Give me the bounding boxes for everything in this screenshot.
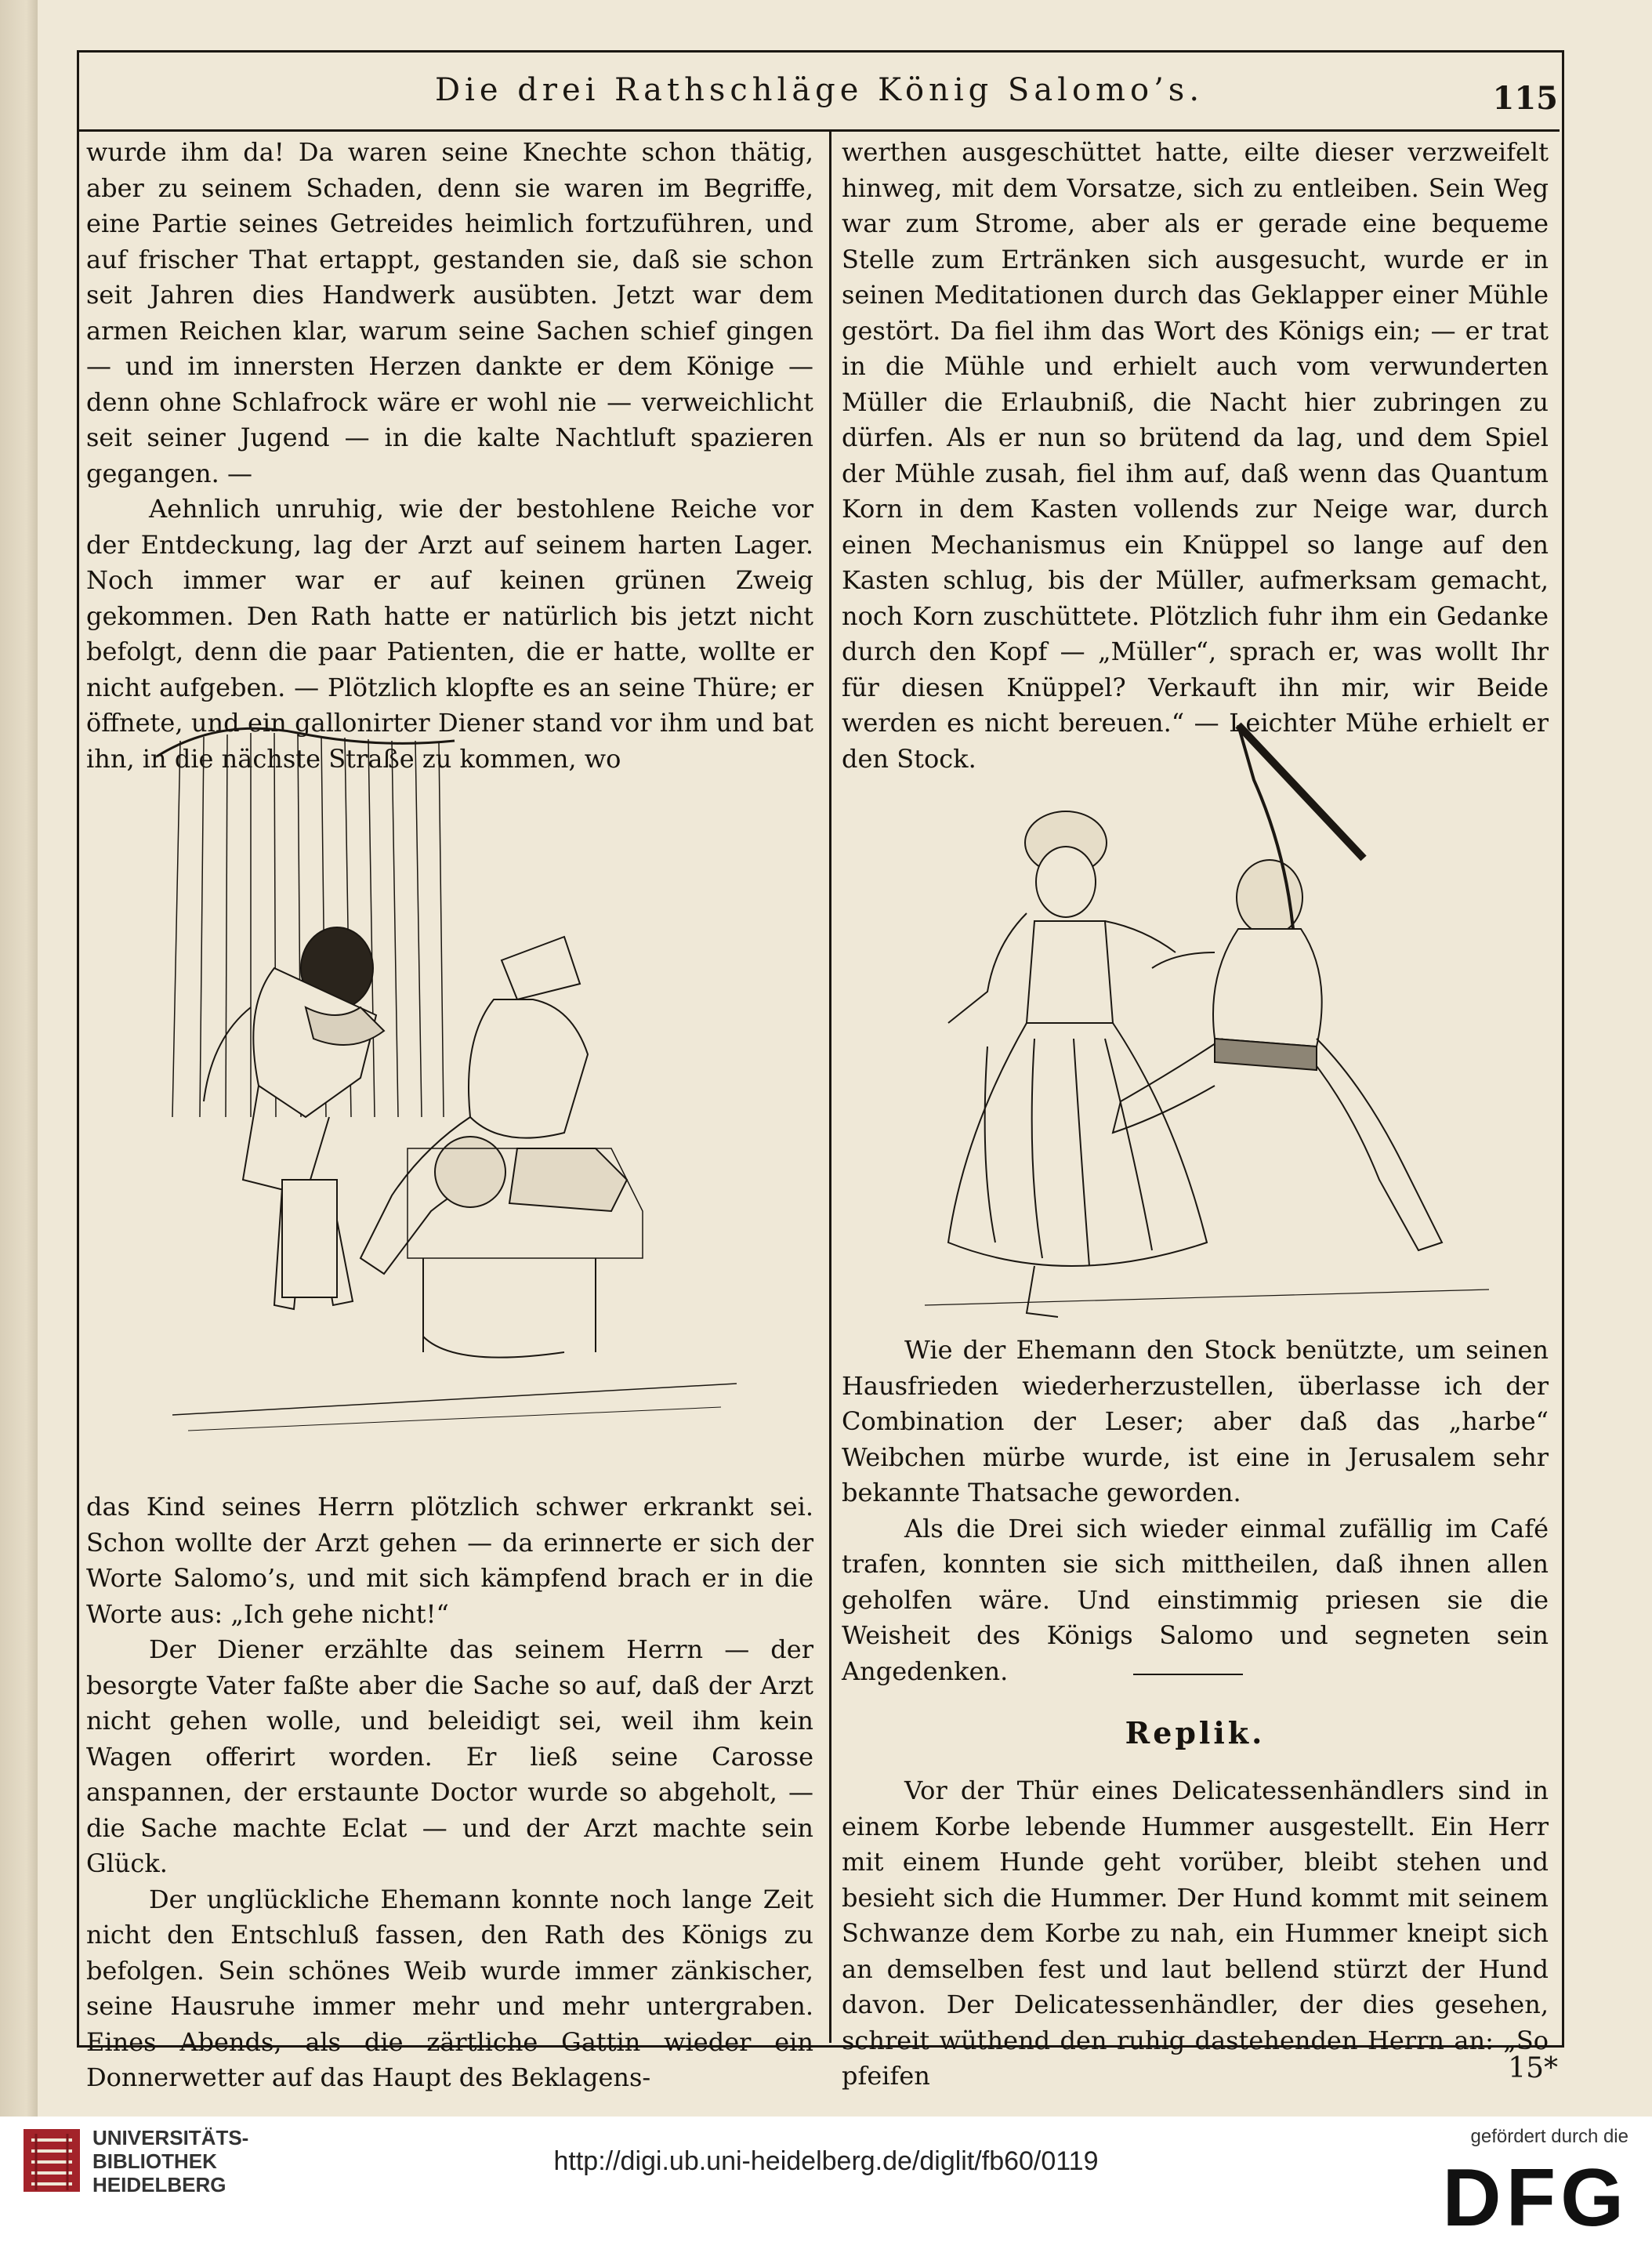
paragraph: wurde ihm da! Da waren seine Knechte schon thätig, aber zu seinem Schaden, denn sie waren im Begriffe, eine Partie seines Getreides heimlich fortzuführen, und auf frischer That ertappt, gestanden sie, daß sie schon seit Jahren dies Handwerk ausübten. Jetzt war dem armen Reichen klar, warum seine Sachen schief gingen — und im innersten Herzen dankte er dem Könige — denn ohne Schlafrock wäre er wohl nie — verweichlicht seit seiner Jugend — in die kalte Nachtluft spazieren gegangen. — [86,137,813,488]
section-divider [1133,1674,1243,1675]
servant-and-doctor-illustration [125,709,768,1450]
library-name-line-3: HEIDELBERG [92,2173,226,2196]
paragraph: Der Diener erzählte das seinem Herrn — der besorgte Vater faßte aber die Sache so auf, daß der Arzt nicht gehen wolle, und beleidigt sei, weil ihm kein Wagen offerirt worden. Er ließ seine Carosse anspannen, der erstaunte Doctor wurde so abgeholt, — die Sache machte Eclat — und der Arzt machte sein Glück. [86,1634,813,1878]
funding-note: gefördert durch die [1470,2126,1628,2147]
paragraph: Vor der Thür eines Delicatessenhändlers sind in einem Korbe lebende Hummer ausgestellt. Ein Herr mit einem Hunde geht vorüber, bleibt stehen und besieht sich die Hummer. Der Hund kommt mit seinem Schwanze dem Korbe zu nah, ein Hummer kneipt sich an demselben fest und laut bellend stürzt der Hund davon. Der Delicatessenhändler, der dies gesehen, schreit wüthend den ruhig dastehenden Herrn an: „So pfeifen [842,1776,1549,2091]
right-column-middle [842,1333,1549,1689]
library-name-line-1: UNIVERSITÄTS- [92,2126,249,2149]
engraving-servant-doctor-icon [157,728,737,1431]
paragraph: Als die Drei sich wieder einmal zufällig im Café trafen, konnten sie sich mittheilen, daß ihnen allen geholfen wäre. Und einstimmig priesen sie die Weisheit des Königs Salomo und segneten sein Angedenken. [842,1513,1549,1686]
permalink[interactable]: http://digi.ub.uni-heidelberg.de/diglit/fb60/0119 [553,2146,1099,2176]
signature-mark: 15* [1508,2052,1558,2084]
header-rule [79,129,1560,132]
engraving-husband-wife-icon [925,725,1489,1317]
column-rule [829,132,831,2043]
right-column-replik [842,1773,1549,2095]
library-name-line-2: BIBLIOTHEK [92,2149,217,2173]
right-column-top [842,135,1549,777]
left-column-top [86,135,813,777]
paragraph: Wie der Ehemann den Stock benützte, um seinen Hausfrieden wiederherzustellen, überlasse ich der Combination der Leser; aber daß das „harbe“ Weibchen mürbe wurde, ist eine in Jerusalem sehr bekannte Thatsache geworden. [842,1335,1549,1507]
paragraph: das Kind seines Herrn plötzlich schwer erkrankt sei. Schon wollte der Arzt gehen — da erinnerte er sich der Worte Salomo’s, und mit sich kämpfend brach er in die Worte aus: „Ich gehe nicht!“ [86,1492,813,1629]
running-title: Die drei Rathschläge König Salomo’s. [434,72,1205,108]
husband-with-stick-illustration [878,694,1520,1325]
left-column-bottom [86,1489,813,2096]
section-title-replik: Replik. [1125,1715,1266,1750]
page-number: 115 [1492,80,1558,117]
dfg-logo: DFG [1442,2153,1628,2244]
page-gutter [0,0,38,2117]
paragraph: Aehnlich unruhig, wie der bestohlene Reiche vor der Entdeckung, lag der Arzt auf seinem harten Lager. Noch immer war er auf keinen grünen Zweig gekommen. Den Rath hatte er natürlich bis jetzt nicht befolgt, denn die paar Patienten, die er hatte, wollte er nicht aufgeben. — Plötzlich klopfte es an seine Thüre; er öffnete, und ein gallonirter Diener stand vor ihm und bat ihn, in die nächste Straße zu kommen, wo [86,494,813,774]
wife-figure [948,811,1207,1317]
paragraph: Der unglückliche Ehemann konnte noch lange Zeit nicht den Entschluß fassen, den Rath des Königs zu befolgen. Sein schönes Weib wurde immer zänkischer, seine Hausruhe immer mehr und mehr untergraben. Eines Abends, als die zärtliche Gattin wieder ein Donnerwetter auf das Haupt des Beklagens- [86,1884,813,2092]
doctor-figure [360,937,643,1358]
paragraph: werthen ausgeschüttet hatte, eilte dieser verzweifelt hinweg, mit dem Vorsatze, sich zu entleiben. Sein Weg war zum Strome, aber als er gerade eine bequeme Stelle zum Ertränken sich ausgesucht, wurde er in seinen Meditationen durch das Geklapper einer Mühle gestört. Da fiel ihm das Wort des Königs ein; — er trat in die Mühle und erhielt auch vom verwunderten Müller die Erlaubniß, die Nacht hier zubringen zu dürfen. Als er nun so brütend da lag, und dem Spiel der Mühle zusah, fiel ihm auf, daß wenn das Quantum Korn in dem Kasten vollends zur Neige war, durch einen Mechanismus ein Knüppel so lange auf den Kasten schlug, bis der Müller, aufmerksam gemacht, noch Korn zuschüttete. Plötzlich fuhr ihm ein Gedanke durch den Kopf — „Müller“, sprach er, was wollt Ihr für diesen Knüppel? Verkauft ihn mir, wir Beide werden es nicht bereuen.“ — Leichter Mühe erhielt er den Stock. [842,137,1549,774]
